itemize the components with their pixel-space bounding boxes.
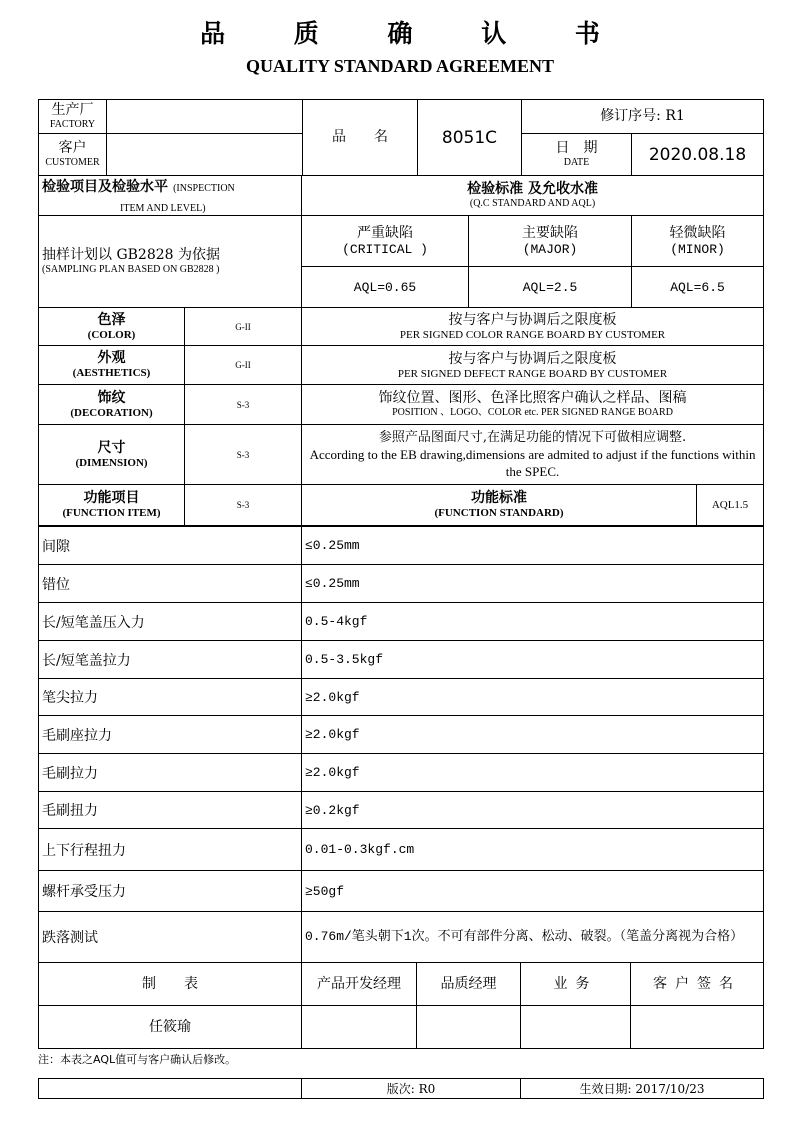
function-items-table: [38, 526, 764, 963]
revision-number: 修订序号: R1: [522, 100, 764, 134]
function-item-spec: ≥0.2kgf: [302, 792, 764, 829]
factory-label: 生产厂 FACTORY: [39, 100, 107, 134]
factory-value: [107, 100, 303, 134]
sales-signature[interactable]: [521, 1006, 631, 1049]
dev-manager-label: 产品开发经理: [302, 963, 417, 1006]
aesthetics-level: G-II: [185, 346, 302, 385]
prepared-by-name: 任筱瑜: [39, 1006, 302, 1049]
date-label: 日 期 DATE: [522, 134, 632, 176]
dimension-standard: 参照产品图面尺寸,在满足功能的情况下可做相应调整. According to the EB drawing,dimensions are admited to adjust if the functions within the SPEC.: [302, 425, 764, 485]
customer-value: [107, 134, 303, 176]
function-item-name: 毛刷拉力: [39, 754, 302, 792]
function-item-spec: ≤0.25mm: [302, 527, 764, 565]
function-item-name: 上下行程扭力: [39, 829, 302, 871]
prepared-by-label: 制 表: [39, 963, 302, 1006]
function-item-name: 间隙: [39, 527, 302, 565]
function-item-spec: ≤0.25mm: [302, 565, 764, 603]
function-item-spec: 0.5-4kgf: [302, 603, 764, 641]
page-subtitle: QUALITY STANDARD AGREEMENT: [245, 56, 555, 76]
qa-manager-signature[interactable]: [417, 1006, 521, 1049]
function-item-name: 螺杆承受压力: [39, 871, 302, 912]
signature-table: [38, 962, 764, 1049]
function-item-name: 长/短笔盖压入力: [39, 603, 302, 641]
minor-defect-header: 轻微缺陷 (MINOR): [632, 216, 764, 267]
customer-signature-label: 客户签名: [631, 963, 764, 1006]
inspection-table: [38, 175, 764, 526]
aql-major: AQL=2.5: [469, 267, 632, 308]
function-level: S-3: [185, 485, 302, 526]
function-item-spec: ≥2.0kgf: [302, 716, 764, 754]
decoration-item: 饰纹 (DECORATION): [39, 385, 185, 425]
function-item-header: 功能项目 (FUNCTION ITEM): [39, 485, 185, 526]
color-item: 色泽 (COLOR): [39, 308, 185, 346]
function-item-name: 错位: [39, 565, 302, 603]
date-value: 2020.08.18: [632, 134, 764, 176]
sales-label: 业务: [521, 963, 631, 1006]
function-aql: AQL1.5: [697, 485, 764, 526]
header-table: [38, 99, 764, 176]
qa-manager-label: 品质经理: [417, 963, 521, 1006]
critical-defect-header: 严重缺陷 (CRITICAL ): [302, 216, 469, 267]
sampling-plan: 抽样计划以 GB2828 为依据 (SAMPLING PLAN BASED ON GB2828 ): [39, 216, 302, 308]
qc-standard-header: 检验标准 及允收水准 (Q.C STANDARD AND AQL): [302, 176, 764, 216]
dimension-level: S-3: [185, 425, 302, 485]
customer-label: 客户 CUSTOMER: [39, 134, 107, 176]
function-item-spec: 0.01-0.3kgf.cm: [302, 829, 764, 871]
function-item-name: 毛刷扭力: [39, 792, 302, 829]
dev-manager-signature[interactable]: [302, 1006, 417, 1049]
aql-minor: AQL=6.5: [632, 267, 764, 308]
inspection-items-header: 检验项目及检验水平 (INSPECTION ITEM AND LEVEL): [39, 176, 302, 216]
dimension-item: 尺寸 (DIMENSION): [39, 425, 185, 485]
aesthetics-item: 外观 (AESTHETICS): [39, 346, 185, 385]
function-item-spec: ≥2.0kgf: [302, 679, 764, 716]
page-title: 品 质 确 认 书: [200, 19, 630, 48]
function-item-spec: 0.76m/笔头朝下1次。不可有部件分离、松动、破裂。（笔盖分离视为合格）: [302, 912, 764, 963]
decoration-standard: 饰纹位置、图形、色泽比照客户确认之样品、图稿 POSITION 、LOGO、COLOR etc. PER SIGNED RANGE BOARD: [302, 385, 764, 425]
footer-blank: [39, 1079, 302, 1099]
color-level: G-II: [185, 308, 302, 346]
function-item-name: 毛刷座拉力: [39, 716, 302, 754]
version-number: 版次: R0: [302, 1079, 521, 1099]
effective-date: 生效日期: 2017/10/23: [521, 1079, 764, 1099]
function-item-name: 长/短笔盖拉力: [39, 641, 302, 679]
function-item-name: 笔尖拉力: [39, 679, 302, 716]
customer-signature[interactable]: [631, 1006, 764, 1049]
function-item-spec: ≥50gf: [302, 871, 764, 912]
aesthetics-standard: 按与客户与协调后之限度板 PER SIGNED DEFECT RANGE BOARD BY CUSTOMER: [302, 346, 764, 385]
decoration-level: S-3: [185, 385, 302, 425]
function-standard-header: 功能标准 (FUNCTION STANDARD): [302, 485, 697, 526]
aql-critical: AQL=0.65: [302, 267, 469, 308]
footer-table: [38, 1078, 764, 1099]
product-name-label: 品 名: [303, 100, 418, 176]
product-name-value: 8051C: [418, 100, 522, 176]
function-item-name: 跌落测试: [39, 912, 302, 963]
function-item-spec: ≥2.0kgf: [302, 754, 764, 792]
function-item-spec: 0.5-3.5kgf: [302, 641, 764, 679]
color-standard: 按与客户与协调后之限度板 PER SIGNED COLOR RANGE BOARD BY CUSTOMER: [302, 308, 764, 346]
major-defect-header: 主要缺陷 (MAJOR): [469, 216, 632, 267]
footnote: 注：本表之AQL值可与客户确认后修改。: [38, 1053, 237, 1066]
